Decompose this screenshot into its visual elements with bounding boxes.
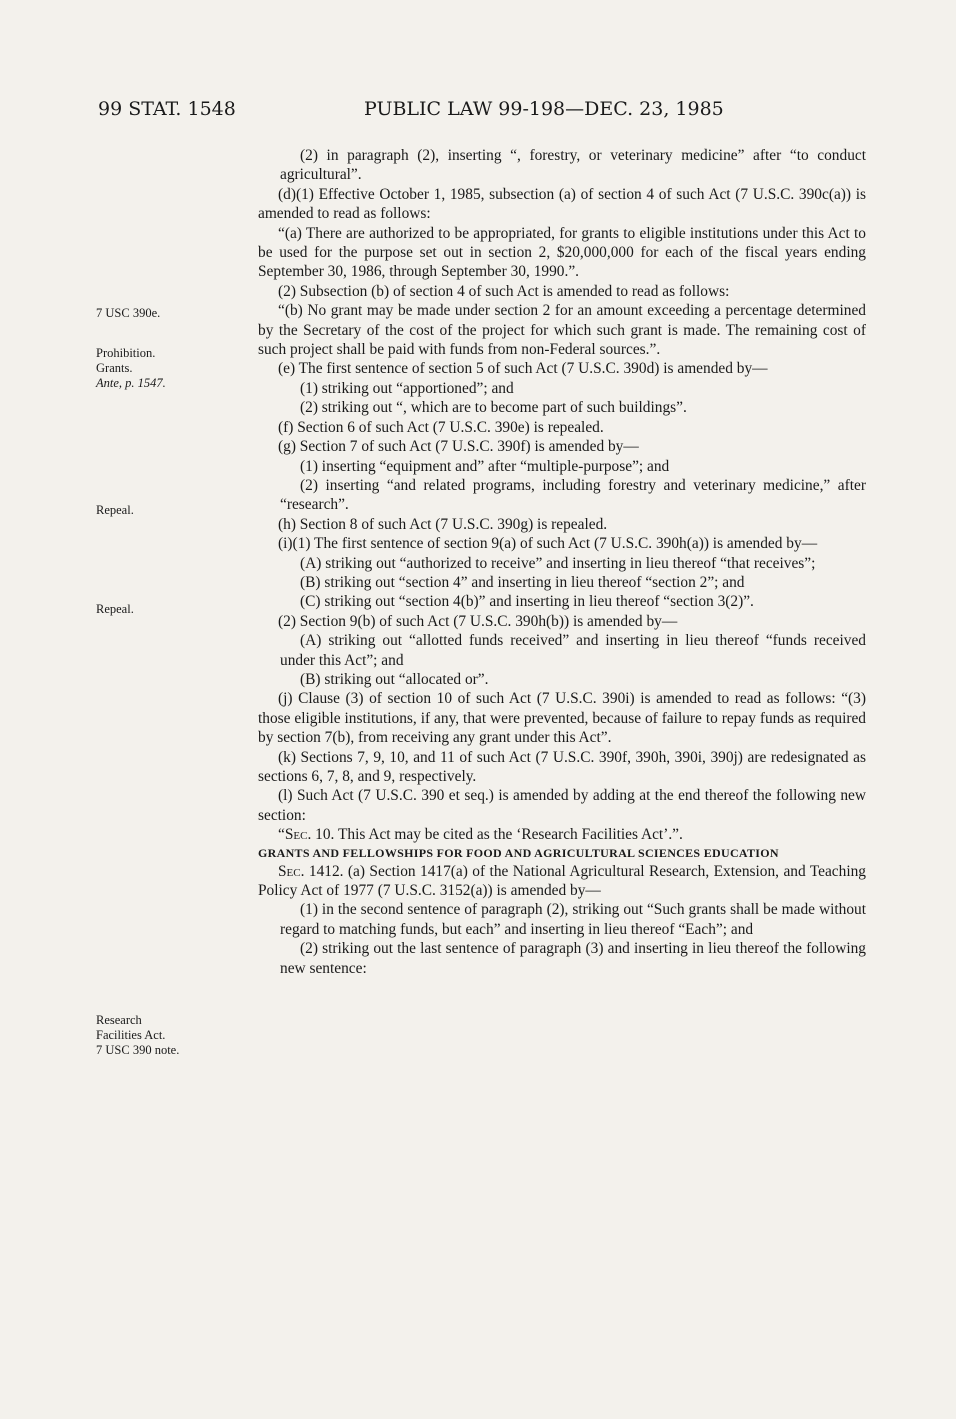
paragraph: “(b) No grant may be made under section 2 for an amount exceeding a percentage determined by the Secretary of the cost of the project for which such grant is made. The remaining cost of such project shall be paid with funds from non-Federal sources.”. <box>258 302 866 359</box>
margin-note-text: 7 USC 390e. <box>96 306 161 320</box>
paragraph: (2) striking out “, which are to become part of such buildings”. <box>300 399 687 417</box>
section-heading: GRANTS AND FELLOWSHIPS FOR FOOD AND AGRICULTURAL SCIENCES EDUCATION <box>258 845 779 860</box>
paragraph: (g) Section 7 of such Act (7 U.S.C. 390f) is amended by— <box>278 438 639 456</box>
statute-body <box>258 146 866 978</box>
paragraph-text: 1412. (a) Section 1417(a) of the National Agricultural Research, Extension, and Teaching Policy Act of 1977 (7 U.S.C. 3152(a)) is amended by— <box>258 862 866 900</box>
paragraph: (1) in the second sentence of paragraph (2), striking out “Such grants shall be made without regard to matching funds, but each” and inserting in lieu thereof “Each”; and <box>280 901 866 938</box>
margin-note-repeal-1 <box>96 503 246 518</box>
section-abbrev: Sec. <box>278 862 305 880</box>
paragraph: “(a) There are authorized to be appropriated, for grants to eligible institutions under this Act to be used for the purpose set out in section 2, $20,000,000 for each of the fiscal years ending September 30, 1986, through September 30, 1990.”. <box>258 224 866 281</box>
public-law-title: PUBLIC LAW 99-198—DEC. 23, 1985 <box>364 98 724 120</box>
margin-note-text: 7 USC 390 note. <box>96 1043 180 1057</box>
paragraph: (B) striking out “section 4” and inserting in lieu thereof “section 2”; and <box>300 573 745 591</box>
paragraph: (j) Clause (3) of section 10 of such Act (7 U.S.C. 390i) is amended to read as follows: “(3) those eligible institutions, if any, that were prevented, because of failure to repay funds as required by section 7(b), from receiving any grant under this Act”. <box>258 690 866 747</box>
paragraph: (1) inserting “equipment and” after “multiple-purpose”; and <box>300 457 670 475</box>
paragraph: (A) striking out “allotted funds received” and inserting in lieu thereof “funds received under this Act”; and <box>280 632 866 669</box>
paragraph: (k) Sections 7, 9, 10, and 11 of such Act (7 U.S.C. 390f, 390h, 390i, 390j) are redesignated as sections 6, 7, 8, and 9, respectively. <box>258 748 866 785</box>
paragraph: (i)(1) The first sentence of section 9(a) of such Act (7 U.S.C. 390h(a)) is amended by— <box>278 535 818 553</box>
paragraph: (B) striking out “allocated or”. <box>300 670 489 688</box>
margin-note-text: Prohibition. <box>96 346 156 360</box>
paragraph: (2) Section 9(b) of such Act (7 U.S.C. 390h(b)) is amended by— <box>278 612 678 630</box>
paragraph: (C) striking out “section 4(b)” and inserting in lieu thereof “section 3(2)”. <box>300 593 754 611</box>
margin-note-usc-390e <box>96 306 246 321</box>
paragraph: (2) Subsection (b) of section 4 of such Act is amended to read as follows: <box>278 282 730 300</box>
margin-note-research-facilities <box>96 1013 246 1058</box>
paragraph: (h) Section 8 of such Act (7 U.S.C. 390g) is repealed. <box>278 515 608 533</box>
paragraph-text: 10. This Act may be cited as the ‘Research Facilities Act’.”. <box>311 826 683 844</box>
margin-note-text: Research <box>96 1013 142 1027</box>
margin-note-repeal-2 <box>96 602 246 617</box>
paragraph: (d)(1) Effective October 1, 1985, subsection (a) of section 4 of such Act (7 U.S.C. 390c(a)) is amended to read as follows: <box>258 185 866 223</box>
paragraph: (A) striking out “authorized to receive” and inserting in lieu thereof “that receives”; <box>300 554 816 572</box>
page-header <box>98 98 743 124</box>
paragraph: (l) Such Act (7 U.S.C. 390 et seq.) is amended by adding at the end thereof the following new section: <box>258 787 866 824</box>
paragraph: (2) striking out the last sentence of paragraph (3) and inserting in lieu thereof the following new sentence: <box>280 940 866 977</box>
paragraph: (2) inserting “and related programs, including forestry and veterinary medicine,” after “research”. <box>280 476 866 514</box>
margin-note-text: Ante, p. 1547. <box>96 376 166 390</box>
section-abbrev: Sec. <box>284 826 312 844</box>
open-quote: “ <box>278 826 285 844</box>
margin-note-text: Repeal. <box>96 503 134 517</box>
new-section-paragraph <box>258 825 866 844</box>
paragraph: (2) in paragraph (2), inserting “, forestry, or veterinary medicine” after “to conduct agricultural”. <box>280 147 866 184</box>
statute-citation: 99 STAT. 1548 <box>98 98 236 120</box>
section-1412-paragraph <box>258 862 866 901</box>
margin-note-text: Grants. <box>96 361 133 375</box>
margin-note-text: Facilities Act. <box>96 1028 166 1042</box>
margin-note-prohibition <box>96 346 246 391</box>
paragraph: (e) The first sentence of section 5 of such Act (7 U.S.C. 390d) is amended by— <box>278 360 768 378</box>
paragraph: (f) Section 6 of such Act (7 U.S.C. 390e) is repealed. <box>278 418 604 436</box>
margin-note-text: Repeal. <box>96 602 134 616</box>
paragraph: (1) striking out “apportioned”; and <box>300 379 514 397</box>
